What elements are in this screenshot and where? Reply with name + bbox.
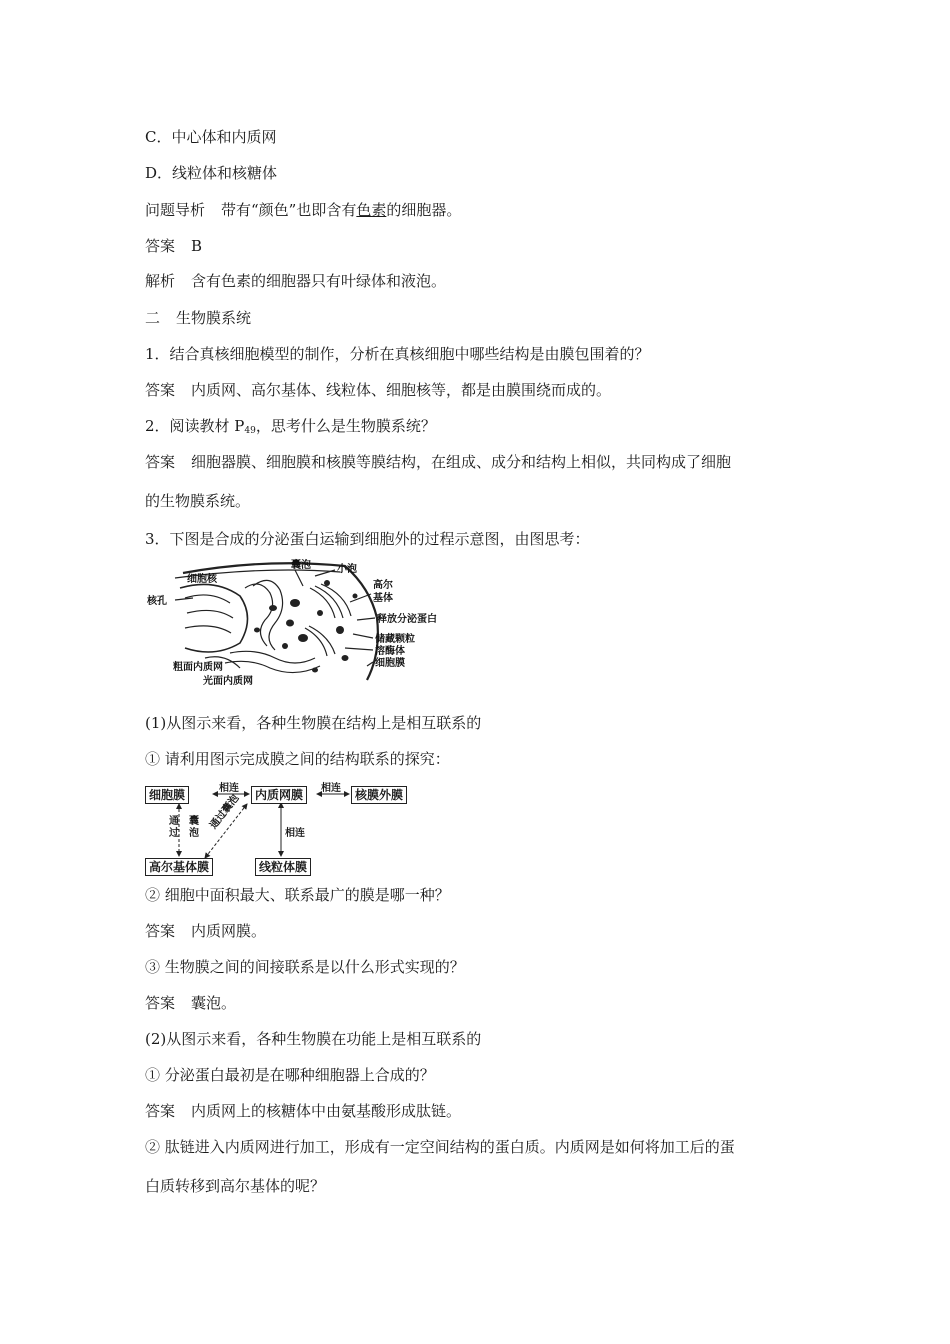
sub-question-1-1: ① 请利用图示完成膜之间的结构联系的探究： (145, 750, 450, 768)
question-2 (145, 416, 436, 441)
label-cell-membrane: 细胞膜 (375, 658, 405, 669)
answer-text: B (191, 237, 203, 255)
analysis-label: 解析 (145, 272, 176, 290)
label-golgi-2: 基体 (373, 593, 393, 604)
box-nuclear-outer-membrane: 核膜外膜 (351, 786, 407, 804)
q2-page-sub: 49 (244, 426, 256, 436)
link-cm-er: 相连 (219, 783, 239, 794)
answer-label: 答案 (145, 237, 176, 255)
section-number: 二 (145, 309, 161, 327)
answer-label: 答案 (145, 1102, 176, 1120)
label-release-protein: 释放分泌蛋白 (377, 614, 437, 625)
answer-1-3 (145, 993, 236, 1013)
sub-question-2-2: ② 肽链进入内质网进行加工，形成有一定空间结构的蛋白质。内质网是如何将加工后的蛋 (145, 1138, 735, 1156)
guide-label: 问题导析 (145, 201, 206, 219)
answer-2-1 (145, 1101, 461, 1121)
answer-label: 答案 (145, 994, 176, 1012)
guide-text-post: 的细胞器。 (386, 201, 462, 219)
analysis-1 (145, 271, 446, 291)
label-vesicle-large: 囊泡 (291, 560, 311, 571)
box-cell-membrane: 细胞膜 (145, 786, 189, 804)
answer-label: 答案 (145, 453, 176, 471)
question-1: 1．结合真核细胞模型的制作，分析在真核细胞中哪些结构是由膜包围着的？ (145, 345, 650, 363)
cell-secretion-diagram (145, 558, 465, 688)
label-smooth-er: 光面内质网 (203, 676, 253, 687)
sub-question-1-3: ③ 生物膜之间的间接联系是以什么形式实现的？ (145, 958, 465, 976)
answer-q2 (145, 452, 731, 472)
section-heading (145, 308, 251, 328)
option-d: D．线粒体和核糖体 (145, 164, 278, 182)
sub-question-2-1: ① 分泌蛋白最初是在哪种细胞器上合成的？ (145, 1066, 435, 1084)
answer-1 (145, 236, 202, 256)
answer-text: 细胞器膜、细胞膜和核膜等膜结构，在组成、成分和结构上相似，共同构成了细胞 (191, 453, 732, 471)
sub-question-1-2: ② 细胞中面积最大、联系最广的膜是哪一种？ (145, 886, 450, 904)
analysis-text: 含有色素的细胞器只有叶绿体和液泡。 (191, 272, 447, 290)
label-golgi-1: 高尔 (373, 580, 393, 591)
label-nuclear-pore: 核孔 (147, 596, 167, 607)
option-c: C．中心体和内质网 (145, 128, 277, 146)
sub-question-2: (2)从图示来看，各种生物膜在功能上是相互联系的 (145, 1030, 482, 1048)
answer-q2-cont: 的生物膜系统。 (145, 492, 251, 510)
label-lysosome: 溶酶体 (375, 646, 405, 657)
label-nucleus: 细胞核 (187, 574, 217, 585)
membrane-flow-diagram (145, 776, 420, 878)
answer-label: 答案 (145, 922, 176, 940)
answer-text: 内质网膜。 (191, 922, 267, 940)
link-er-nuclear: 相连 (321, 783, 341, 794)
link-er-mito: 相连 (285, 828, 305, 839)
answer-label: 答案 (145, 381, 176, 399)
box-golgi-membrane: 高尔基体膜 (145, 858, 213, 876)
answer-1-2 (145, 921, 266, 941)
question-3: 3．下图是合成的分泌蛋白运输到细胞外的过程示意图，由图思考： (145, 530, 590, 548)
label-vesicle-small: 小泡 (337, 564, 357, 575)
q2-post: ，思考什么是生物膜系统？ (255, 417, 436, 435)
answer-q1 (145, 380, 611, 400)
label-storage-granule: 储藏颗粒 (375, 634, 415, 645)
sub-question-2-2-cont: 白质转移到高尔基体的呢？ (145, 1177, 326, 1195)
guide-text-underlined: 色素 (356, 201, 387, 219)
label-rough-er: 粗面内质网 (173, 662, 223, 673)
sub-question-1: (1)从图示来看，各种生物膜在结构上是相互联系的 (145, 714, 482, 732)
answer-text: 囊泡。 (191, 994, 237, 1012)
guide-text-pre: 带有“颜色”也即含有 (221, 201, 357, 219)
link-via-1: 通过 (169, 816, 179, 839)
link-diagonal-vesicle: 通过囊泡 (208, 792, 242, 832)
box-mito-membrane: 线粒体膜 (255, 858, 311, 876)
box-er-membrane: 内质网膜 (251, 786, 307, 804)
link-via-2: 囊泡 (189, 816, 199, 839)
section-title: 生物膜系统 (176, 309, 252, 327)
q2-pre: 2．阅读教材 P (145, 417, 245, 435)
answer-text: 内质网、高尔基体、线粒体、细胞核等，都是由膜围绕而成的。 (191, 381, 612, 399)
answer-text: 内质网上的核糖体中由氨基酸形成肽链。 (191, 1102, 462, 1120)
question-guide (145, 200, 461, 220)
